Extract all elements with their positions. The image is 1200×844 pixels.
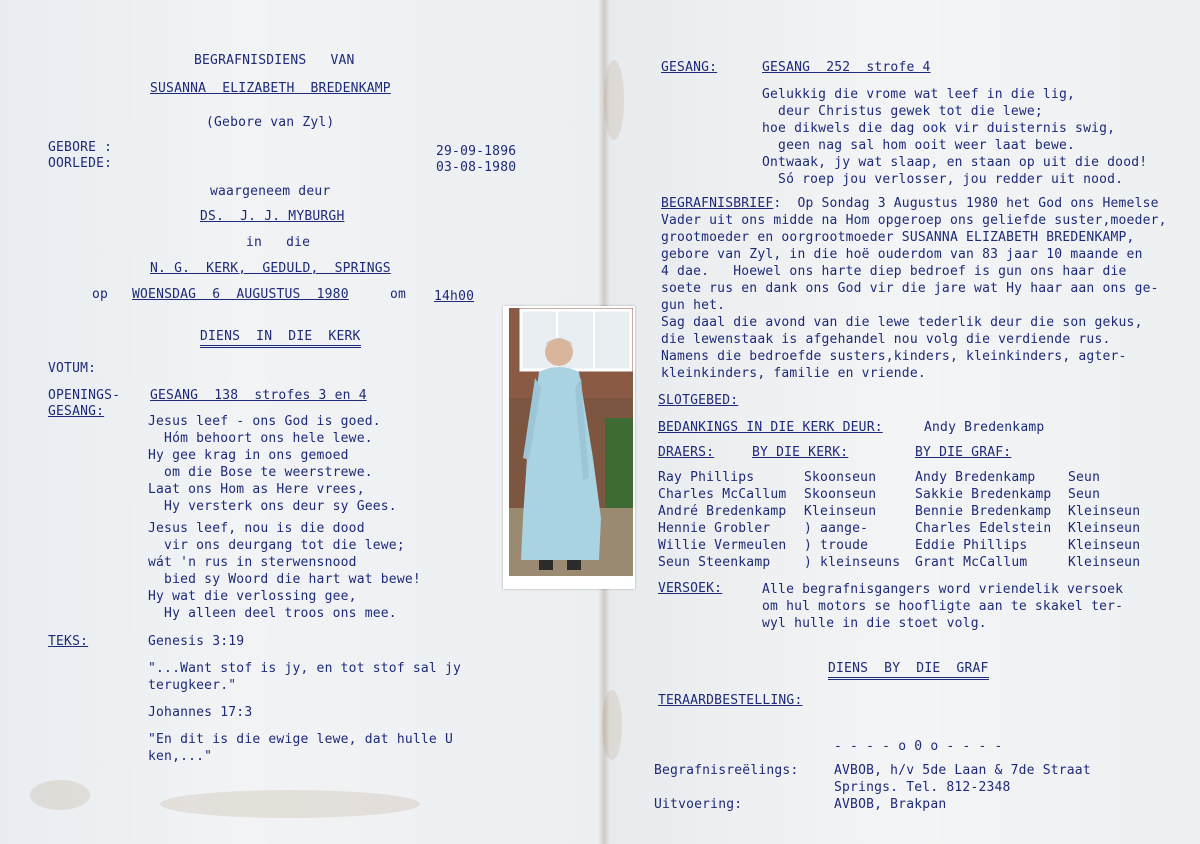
letter-line: Vader uit ons midde na Hom opgeroep ons geliefde suster,moeder, (661, 213, 1167, 228)
letter-line: grootmoeder en oorgrootmoeder SUSANNA ELIZABETH BREDENKAMP, (661, 230, 1135, 245)
bearer-name: Hennie Grobler (658, 521, 771, 536)
letter-line: gun het. (661, 298, 726, 313)
bearer-relation: Skoonseun (804, 487, 877, 502)
bearer-relation: Kleinseun (1068, 538, 1141, 553)
verse-line: hoe dikwels die dag ook vir duisternis swig, (762, 121, 1116, 136)
bearer-relation: Kleinseun (1068, 521, 1141, 536)
scripture-quote-2b: ken,..." (148, 749, 213, 764)
born-date: 29-09-1896 (436, 144, 517, 159)
funeral-letter-label: BEGRAFNISBRIEF (661, 196, 774, 211)
verse-line: geen nag sal hom ooit weer laat bewe. (762, 138, 1076, 153)
bearer-relation: Seun (1068, 470, 1101, 485)
request-line: wyl hulle in die stoet volg. (762, 616, 987, 631)
verse-line: Hy versterk ons deur sy Gees. (148, 499, 397, 514)
bearers-label: DRAERS: (658, 445, 715, 460)
opening-hymn: GESANG 138 strofes 3 en 4 (150, 388, 367, 403)
service-heading (200, 328, 361, 345)
letter-line: kleinkinders, familie en vriende. (661, 366, 926, 381)
arrangements-line-2: Springs. Tel. 812-2348 (834, 780, 1011, 795)
service-time: 14h00 (434, 289, 475, 304)
bearer-relation: Kleinseun (1068, 555, 1141, 570)
born-label: GEBORE : (48, 140, 113, 155)
minister: DS. J. J. MYBURGH (200, 209, 345, 224)
paper-stain (160, 790, 420, 818)
bearer-name: Willie Vermeulen (658, 538, 787, 553)
opening-label-1: OPENINGS- (48, 388, 121, 403)
closing-hymn: GESANG 252 strofe 4 (762, 60, 931, 75)
bearer-name: Andy Bredenkamp (915, 470, 1036, 485)
church-name: N. G. KERK, GEDULD, SPRINGS (150, 261, 391, 276)
request-line: Alle begrafnisgangers word vriendelik versoek (762, 582, 1124, 597)
bearer-name: Bennie Bredenkamp (915, 504, 1052, 519)
request-line: om hul motors se hoofligte aan te skakel ter- (762, 599, 1124, 614)
verse-line: Gelukkig die vrome wat leef in die lig, (762, 87, 1076, 102)
bearer-name: Grant McCallum (915, 555, 1028, 570)
funeral-letter-text: : Op Sondag 3 Augustus 1980 het God ons Hemelse (773, 196, 1159, 211)
scripture-quote-1a: "...Want stof is jy, en tot stof sal jy (148, 661, 462, 676)
maiden-name: (Gebore van Zyl) (206, 115, 335, 130)
arrangements-line-1: AVBOB, h/v 5de Laan & 7de Straat (834, 763, 1091, 778)
letter-line: soete rus en dank ons God vir die jare wat Hy haar aan ons ge- (661, 281, 1159, 296)
bearer-name: Seun Steenkamp (658, 555, 771, 570)
execution-label: Uitvoering: (654, 797, 743, 812)
verse-line: bied sy Woord die hart wat bewe! (148, 572, 421, 587)
grave-bearers-heading: BY DIE GRAF: (915, 445, 1012, 460)
portrait-photo (509, 308, 633, 576)
letter-line: Namens die bedroefde susters,kinders, kleinkinders, agter- (661, 349, 1127, 364)
votum-label: VOTUM: (48, 361, 97, 376)
verse-line: vir ons deurgang tot die lewe; (148, 538, 405, 553)
letter-line: die lewenstaak is afgehandel nou volg die verdiende rus. (661, 332, 1111, 347)
verse-line: Jesus leef, nou is die dood (148, 521, 365, 536)
funeral-letter-first-line (661, 195, 1159, 212)
grave-service-heading-text: DIENS BY DIE GRAF (828, 661, 989, 680)
verse-line: Ontwaak, jy wat slaap, en staan op uit die dood! (762, 155, 1148, 170)
in-the: in die (246, 235, 311, 250)
arrangements-label: Begrafnisreëlings: (654, 763, 799, 778)
scripture-ref-2: Johannes 17:3 (148, 705, 253, 720)
verse-line: Só roep jou verlosser, jou redder uit nood. (762, 172, 1124, 187)
verse-line: Hy wat die verlossing gee, (148, 589, 357, 604)
verse-line: Jesus leef - ons God is goed. (148, 414, 381, 429)
verse-line: Hóm behoort ons hele lewe. (148, 431, 373, 446)
bearer-name: Charles McCallum (658, 487, 787, 502)
service-day: WOENSDAG 6 AUGUSTUS 1980 (132, 287, 349, 302)
bearer-relation: ) aange- (804, 521, 869, 536)
on-label: op (92, 287, 109, 302)
right-page (604, 0, 1200, 844)
church-bearers-heading: BY DIE KERK: (752, 445, 849, 460)
separator-ornament: - - - - o 0 o - - - - (834, 739, 1003, 754)
grave-service-heading (828, 660, 989, 677)
text-label: TEKS: (48, 634, 89, 649)
hymn-label: GESANG: (661, 60, 718, 75)
verse-line: Laat ons Hom as Here vrees, (148, 482, 365, 497)
scripture-ref-1: Genesis 3:19 (148, 634, 245, 649)
bearer-name: Sakkie Bredenkamp (915, 487, 1052, 502)
verse-line: Hy gee krag in ons gemoed (148, 448, 349, 463)
verse-line: deur Christus gewek tot die lewe; (762, 104, 1043, 119)
closing-prayer-label: SLOTGEBED: (658, 393, 739, 408)
bearer-relation: Seun (1068, 487, 1101, 502)
portrait-image (509, 308, 633, 576)
died-date: 03-08-1980 (436, 160, 517, 175)
service-heading-text: DIENS IN DIE KERK (200, 329, 361, 348)
bearer-relation: ) troude (804, 538, 869, 553)
letter-line: gebore van Zyl, in die hoë ouderdom van 83 jaar 10 maande en (661, 247, 1143, 262)
execution-value: AVBOB, Brakpan (834, 797, 947, 812)
bearer-relation: ) kleinseuns (804, 555, 901, 570)
thanks-name: Andy Bredenkamp (924, 420, 1045, 435)
scripture-quote-1b: terugkeer." (148, 678, 237, 693)
deceased-name: SUSANNA ELIZABETH BREDENKAMP (150, 81, 391, 96)
interment-label: TERAARDBESTELLING: (658, 693, 803, 708)
letter-line: Sag daal die avond van die lewe tederlik deur die son gekus, (661, 315, 1143, 330)
portrait-photo-frame (503, 306, 635, 589)
bearer-relation: Kleinseun (1068, 504, 1141, 519)
bearer-name: Charles Edelstein (915, 521, 1052, 536)
verse-line: Hy alleen deel troos ons mee. (148, 606, 397, 621)
bearer-relation: Skoonseun (804, 470, 877, 485)
verse-line: om die Bose te weerstrewe. (148, 465, 373, 480)
bearer-name: Ray Phillips (658, 470, 755, 485)
scripture-quote-2a: "En dit is die ewige lewe, dat hulle U (148, 732, 454, 747)
bearer-name: André Bredenkamp (658, 504, 787, 519)
letter-line: 4 dae. Hoewel ons harte diep bedroef is gun ons haar die (661, 264, 1127, 279)
verse-line: wát 'n rus in sterwensnood (148, 555, 357, 570)
bearer-name: Eddie Phillips (915, 538, 1028, 553)
request-label: VERSOEK: (658, 581, 723, 596)
died-label: OORLEDE: (48, 156, 113, 171)
paper-stain (30, 780, 90, 810)
conducted-by: waargeneem deur (210, 184, 331, 199)
thanks-label: BEDANKINGS IN DIE KERK DEUR: (658, 420, 883, 435)
at-label: om (390, 287, 407, 302)
title: BEGRAFNISDIENS VAN (194, 53, 355, 68)
opening-label-2: GESANG: (48, 404, 105, 419)
bearer-relation: Kleinseun (804, 504, 877, 519)
